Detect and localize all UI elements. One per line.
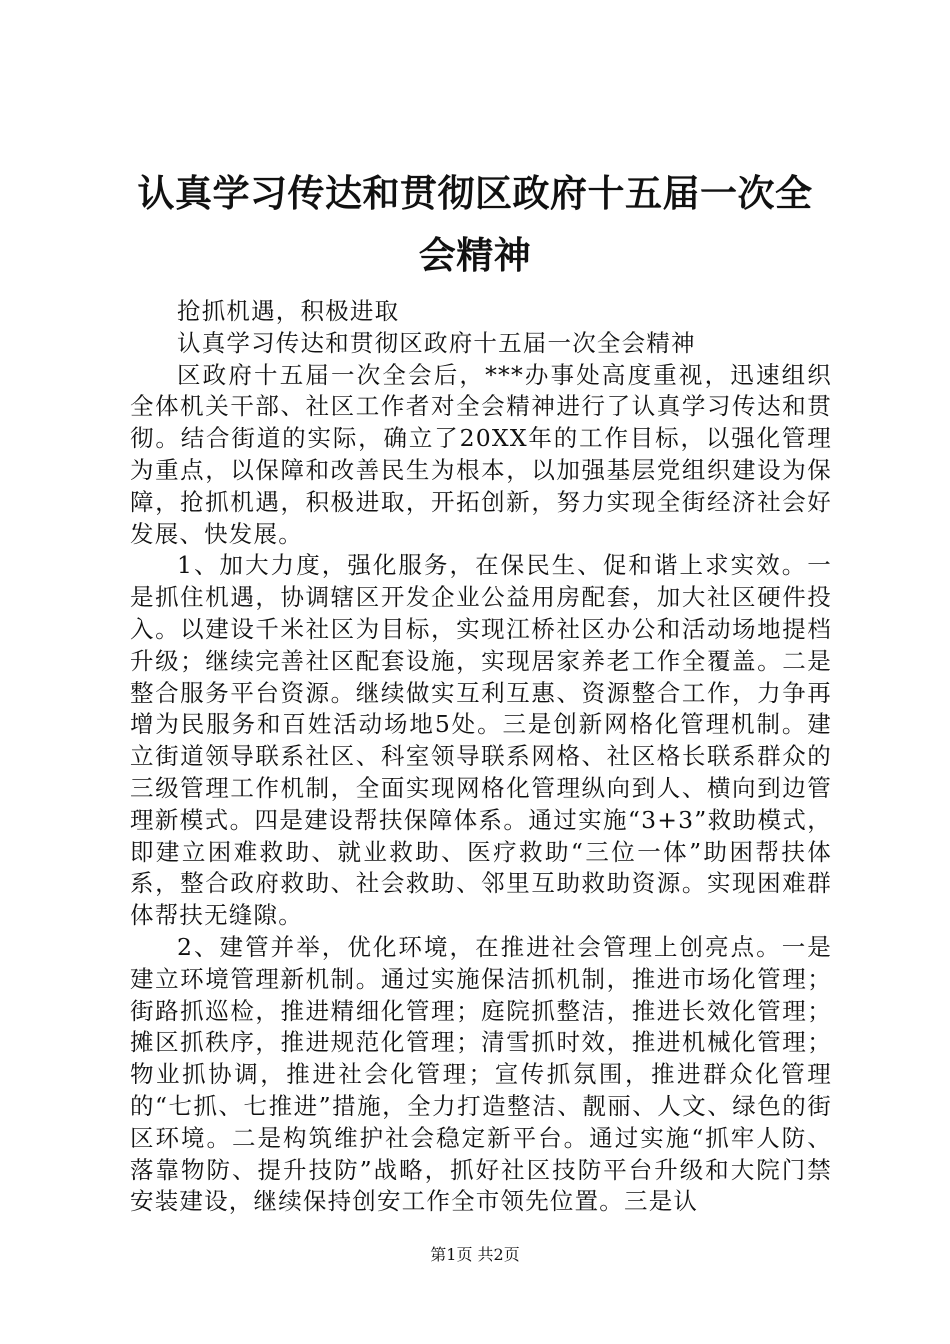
paragraph-section-2: 2、建管并举，优化环境，在推进社会管理上创亮点。一是建立环境管理新机制。通过实施保洁抓机制，推进市场化管理；街路抓巡检，推进精细化管理；庭院抓整洁，推进长效化管理；摊区抓秩序，推进规范化管理；清雪抓时效，推进机械化管理；物业抓协调，推进社会化管理；宣传抓氛围，推进群众化管理的“七抓、七推进”措施，全力打造整洁、靓丽、人文、绿色的街区环境。二是构筑维护社会稳定新平台。通过实施“抓牢人防、落靠物防、提升技防”战略，抓好社区技防平台升级和大院门禁安装建设，继续保持创安工作全市领先位置。三是认 [130,932,832,1216]
paragraph-intro: 区政府十五届一次全会后，***办事处高度重视，迅速组织全体机关干部、社区工作者对全会精神进行了认真学习传达和贯彻。结合街道的实际，确立了20XX年的工作目标，以强化管理为重点，以保障和改善民生为根本，以加强基层党组织建设为保障，抢抓机遇，积极进取，开拓创新，努力实现全街经济社会好发展、快发展。 [130,360,832,548]
paragraph-subtitle: 抢抓机遇，积极进取 [177,297,400,325]
page-footer: 第1页 共2页 [430,1245,520,1264]
paragraph-heading: 认真学习传达和贯彻区政府十五届一次全会精神 [177,328,696,357]
paragraph-section-1: 1、加大力度，强化服务，在保民生、促和谐上求实效。一是抓住机遇，协调辖区开发企业公益用房配套，加大社区硬件投入。以建设千米社区为目标，实现江桥社区办公和活动场地提档升级；继续完善社区配套设施，实现居家养老工作全覆盖。二是整合服务平台资源。继续做实互利互惠、资源整合工作，力争再增为民服务和百姓活动场地5处。三是创新网格化管理机制。建立街道领导联系社区、科室领导联系网格、社区格长联系群众的三级管理工作机制，全面实现网格化管理纵向到人、横向到边管理新模式。四是建设帮扶保障体系。通过实施“3+3”救助模式，即建立困难救助、就业救助、医疗救助“三位一体”助困帮扶体系，整合政府救助、社会救助、邻里互助救助资源。实现困难群体帮扶无缝隙。 [130,551,832,930]
document-title: 认真学习传达和贯彻区政府十五届一次全会精神 [137,171,813,277]
document-body [130,296,832,1218]
